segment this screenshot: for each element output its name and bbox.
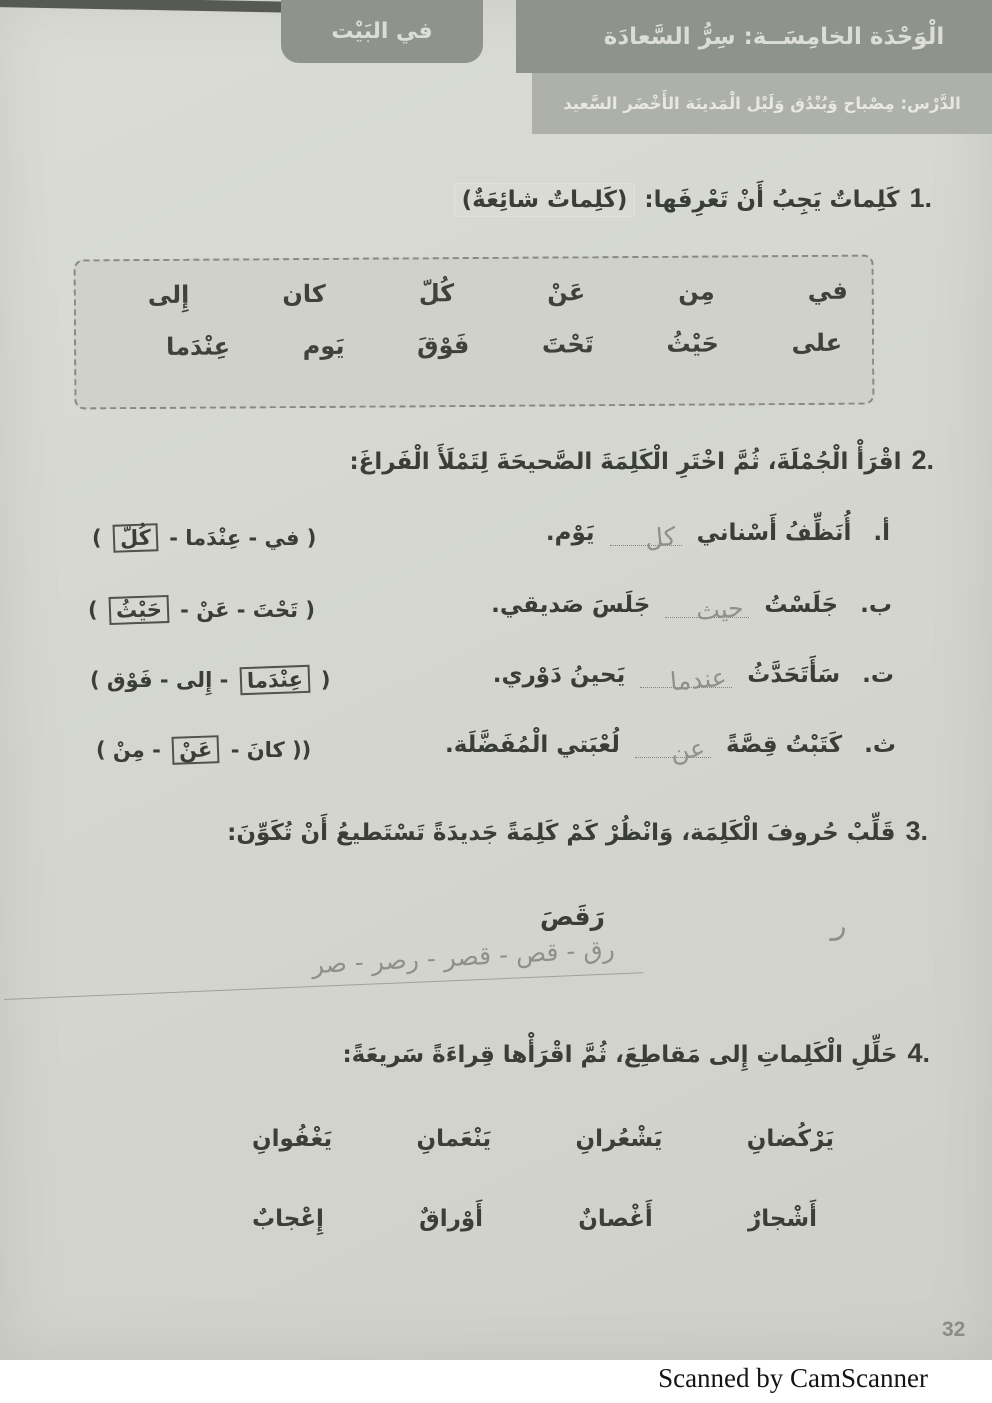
sentence-before-blank: جَلَسْتُ xyxy=(764,592,839,618)
item-letter: ب. xyxy=(860,592,892,618)
section-3-number: 3. xyxy=(905,816,928,846)
section-2-header xyxy=(349,445,934,476)
common-words-box xyxy=(74,255,875,410)
common-word: كان xyxy=(282,279,326,309)
stray-pencil-mark: ر xyxy=(830,907,851,944)
lesson-title: الدَّرْس: مِصْباح وَبُنْدُق وَلَيْل الْمَدينَة الأَخْضَر السَّعيد xyxy=(563,94,961,113)
common-word: مِن xyxy=(678,277,715,306)
item-letter: ت. xyxy=(862,662,894,688)
exercise-sentence-a xyxy=(545,520,890,554)
options-text: ( في - عِنْدَما - xyxy=(169,526,317,550)
syllable-word: يَرْكُضانِ xyxy=(746,1126,834,1152)
common-word: في xyxy=(807,276,848,305)
section-2-title: اقْرَأْ الْجُمْلَةَ، ثُمَّ اخْتَرِ الْكَلِمَةَ الصَّحيحَةَ لِتَمْلَأَ الْفَراغَ: xyxy=(349,449,902,475)
options-text: (( كانَ - xyxy=(230,738,312,762)
options-d xyxy=(96,736,311,764)
homework-tab xyxy=(281,0,483,63)
common-words-row-1 xyxy=(148,277,848,309)
boxed-correct-option: عِنْدَما xyxy=(239,665,310,695)
section-1-title: كَلِماتٌ يَجِبُ أَنْ تَعْرِفَها: xyxy=(644,187,900,213)
section-2-number: 2. xyxy=(911,445,934,475)
handwritten-answer: حيث xyxy=(694,593,745,627)
section-1-header xyxy=(455,183,932,216)
syllable-words-row-2 xyxy=(252,1206,817,1232)
options-text: ) xyxy=(88,598,98,622)
common-word: على xyxy=(791,328,843,358)
handwritten-word-list: رق - قص - قصر - رصر - صر xyxy=(311,934,616,980)
homework-tab-label: في البَيْت xyxy=(331,19,433,44)
sentence-before-blank: سَأَتَحَدَّثُ xyxy=(747,662,841,688)
boxed-correct-option: حَيْثُ xyxy=(108,595,169,625)
answer-blank xyxy=(635,733,711,766)
section-1-highlighted-label: (كَلِماتٌ شائِعَةٌ) xyxy=(455,184,635,216)
syllable-word: يَشْعُرانِ xyxy=(575,1126,663,1152)
common-word: كُلّ xyxy=(418,279,455,308)
section-4-number: 4. xyxy=(907,1038,930,1068)
answer-blank xyxy=(665,593,749,627)
unit-title: الْوَحْدَة الخامِسَــة: سِرُّ السَّعادَة xyxy=(603,23,945,50)
syllable-word: أَوْراقٌ xyxy=(419,1206,484,1232)
scramble-source-word: رَقَصَ xyxy=(540,902,605,931)
sentence-after-blank: جَلَسَ صَديقي. xyxy=(491,592,651,618)
common-word: يَوم xyxy=(302,331,345,361)
section-4-title: حَلِّلِ الْكَلِماتِ إِلى مَقاطِعَ، ثُمَّ اقْرَأْها قِراءَةً سَريعَةً: xyxy=(342,1042,898,1068)
common-word: إِلى xyxy=(147,280,190,309)
page-top-edge-shadow xyxy=(0,0,304,13)
item-letter: أ. xyxy=(873,520,890,546)
item-letter: ث. xyxy=(864,732,896,758)
common-word: عَنْ xyxy=(547,278,586,307)
scanner-credit: Scanned by CamScanner xyxy=(658,1363,928,1393)
handwritten-answer: كل xyxy=(643,521,677,554)
options-text: ) xyxy=(92,526,102,550)
syllable-word: إِعْجابٌ xyxy=(252,1206,324,1232)
syllable-word: يَغْفُوانِ xyxy=(252,1126,333,1152)
syllable-word: يَنْعَمانِ xyxy=(416,1126,492,1152)
sentence-after-blank: يَوْم. xyxy=(545,520,595,546)
section-3-header xyxy=(227,816,928,847)
syllable-word: أَشْجارٌ xyxy=(748,1206,817,1232)
answer-blank xyxy=(640,662,732,697)
page-number: 32 xyxy=(942,1318,966,1341)
boxed-correct-option: كُلّ xyxy=(112,523,158,553)
syllable-word: أَغْصانٌ xyxy=(578,1206,653,1232)
sentence-before-blank: كَتَبْتُ قِصَّةً xyxy=(725,732,843,758)
common-word: تَحْتَ xyxy=(541,330,594,359)
lesson-title-band xyxy=(532,73,992,134)
section-3-title: قَلِّبْ حُروفَ الْكَلِمَة، وَانْظُرْ كَمْ كَلِمَةً جَديدَةً تَسْتَطيعُ أَنْ تُكَوِّنَ: xyxy=(227,820,896,846)
options-text: ( xyxy=(320,668,331,692)
options-b xyxy=(88,596,315,624)
options-c xyxy=(90,666,330,694)
sentence-after-blank: يَحينُ دَوْري. xyxy=(492,662,626,688)
answer-blank xyxy=(610,521,682,554)
options-text: - مِنْ ) xyxy=(96,738,161,762)
boxed-correct-option: عَنْ xyxy=(172,735,220,765)
options-text: ( تَحْتَ - عَنْ - xyxy=(180,598,315,622)
options-a xyxy=(92,524,316,552)
exercise-sentence-d xyxy=(445,732,896,766)
exercise-sentence-c xyxy=(492,662,894,697)
sentence-after-blank: لُعْبَتي الْمُفَضَّلَة. xyxy=(445,732,620,758)
exercise-sentence-b xyxy=(491,592,892,627)
options-text: - إِلى - فَوْق ) xyxy=(90,668,229,692)
common-words-row-2 xyxy=(166,329,842,361)
handwritten-answer: عن xyxy=(669,733,707,766)
common-word: حَيْثُ xyxy=(666,329,719,358)
common-word: عِنْدَما xyxy=(166,332,231,361)
sentence-before-blank: أُنَظِّفُ أَسْناني xyxy=(696,520,852,546)
section-1-number: 1. xyxy=(909,183,932,213)
handwritten-answer: عندما xyxy=(668,662,728,697)
syllable-words-row-1 xyxy=(252,1126,834,1152)
unit-title-band xyxy=(516,0,992,73)
common-word: فَوْقَ xyxy=(417,331,470,360)
section-4-header xyxy=(342,1038,930,1069)
